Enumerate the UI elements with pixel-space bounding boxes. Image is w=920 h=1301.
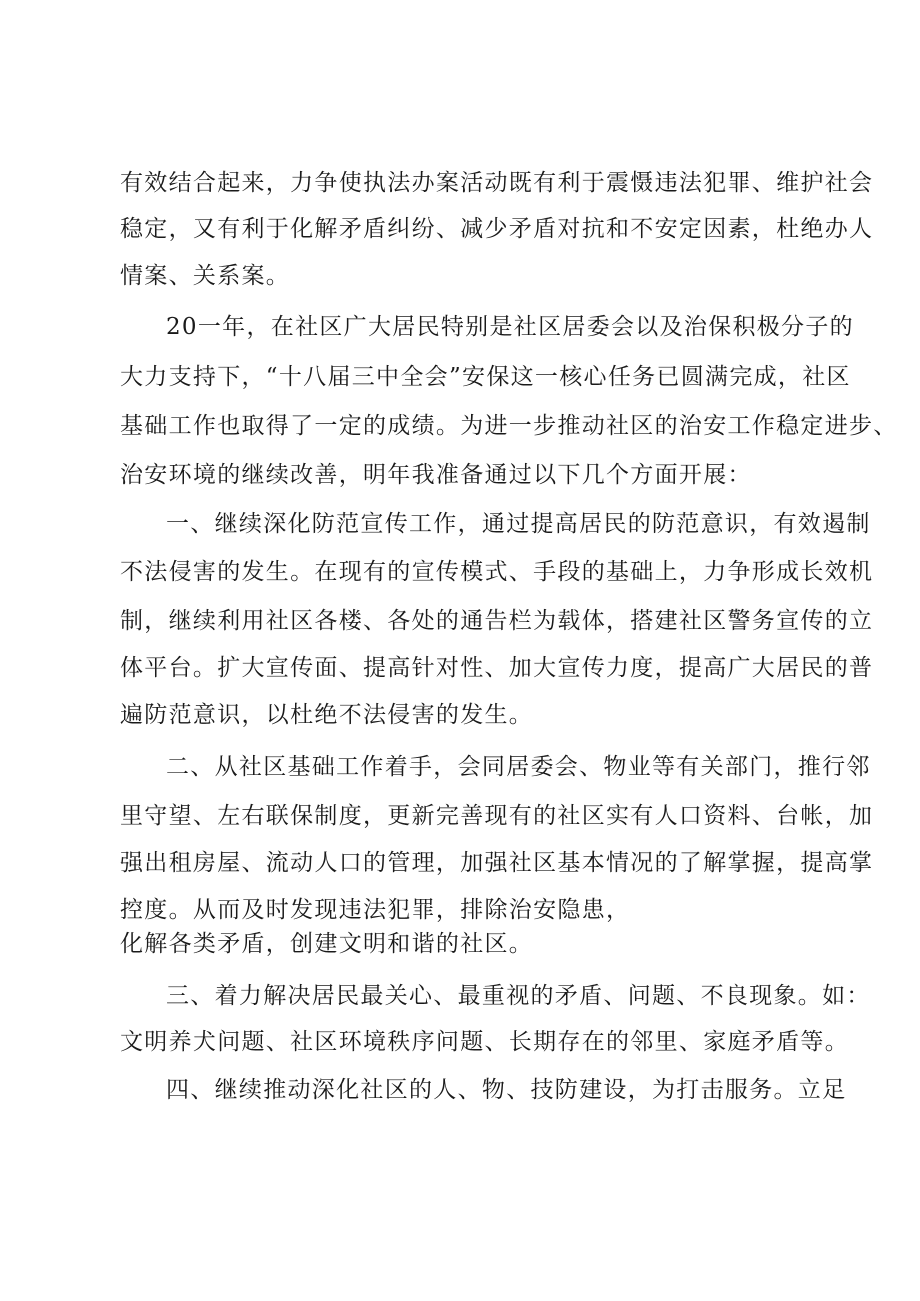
paragraph-start-line: 二、从社区基础工作着手，会同居委会、物业等有关部门，推行邻: [166, 754, 871, 780]
text-line: 基础工作也取得了一定的成绩。为进一步推动社区的治安工作稳定进步、: [120, 413, 898, 439]
text-line: 体平台。扩大宣传面、提高针对性、加大宣传力度，提高广大居民的普: [120, 655, 874, 681]
text-line: 强出租房屋、流动人口的管理，加强社区基本情况的了解掌握，提高掌: [120, 850, 874, 876]
paragraph-start-line: 三、着力解决居民最关心、最重视的矛盾、问题、不良现象。如：: [166, 983, 871, 1009]
text-line: 文明养犬问题、社区环境秩序问题、长期存在的邻里、家庭矛盾等。: [120, 1029, 849, 1055]
text-line: 控度。从而及时发现违法犯罪，排除治安隐患，: [120, 897, 631, 923]
paragraph-start-line: 20一年，在社区广大居民特别是社区居委会以及治保积极分子的: [166, 314, 854, 340]
text-line: 大力支持下，“十八届三中全会”安保这一核心任务已圆满完成，社区: [120, 364, 851, 390]
text-line: 稳定，又有利于化解矛盾纠纷、减少矛盾对抗和不安定因素，杜绝办人: [120, 216, 874, 242]
text-line: 制，继续利用社区各楼、各处的通告栏为载体，搭建社区警务宣传的立: [120, 608, 874, 634]
text-line: 有效结合起来，力争使执法办案活动既有利于震慑违法犯罪、维护社会: [120, 170, 874, 196]
text-line: 遍防范意识，以杜绝不法侵害的发生。: [120, 702, 534, 728]
text-line: 化解各类矛盾，创建文明和谐的社区。: [120, 931, 534, 957]
text-line: 情案、关系案。: [120, 263, 291, 289]
text-line: 治安环境的继续改善，明年我准备通过以下几个方面开展：: [120, 462, 752, 488]
paragraph-start-line: 一、继续深化防范宣传工作，通过提高居民的防范意识，有效遏制: [166, 511, 871, 537]
paragraph-start-line: 四、继续推动深化社区的人、物、技防建设，为打击服务。立足: [166, 1077, 847, 1103]
text-line: 里守望、左右联保制度，更新完善现有的社区实有人口资料、台帐，加: [120, 803, 874, 829]
text-line: 不法侵害的发生。在现有的宣传模式、手段的基础上，力争形成长效机: [120, 559, 874, 585]
